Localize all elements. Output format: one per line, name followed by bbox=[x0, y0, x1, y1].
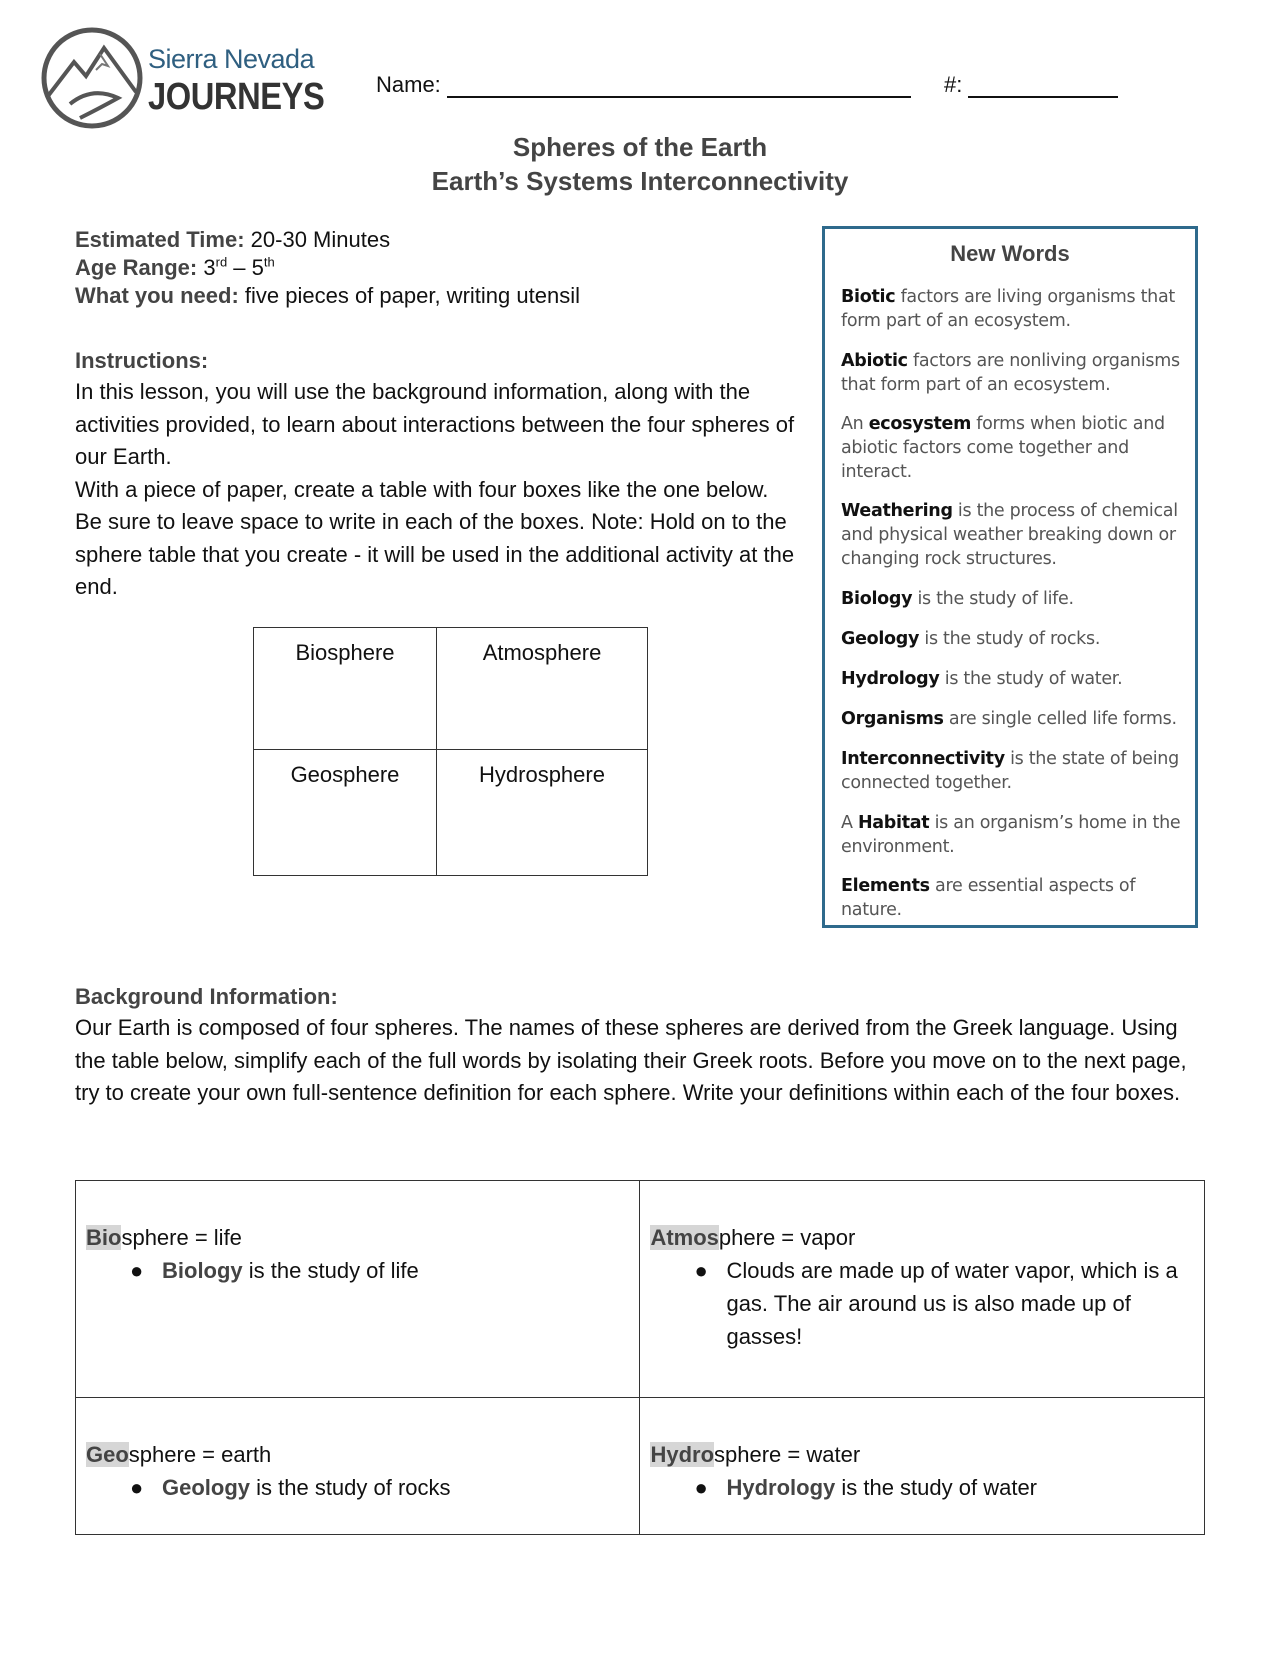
root-definition: phere = vapor bbox=[718, 1225, 856, 1250]
estimated-time-value: 20-30 Minutes bbox=[244, 227, 391, 252]
bullet-icon: ● bbox=[694, 1475, 708, 1500]
estimated-time-label: Estimated Time: bbox=[75, 227, 245, 252]
template-cell-hydrosphere: Hydrosphere bbox=[437, 750, 648, 876]
template-cell-geosphere: Geosphere bbox=[254, 750, 437, 876]
template-cell-atmosphere: Atmosphere bbox=[437, 628, 648, 750]
root-definition: sphere = life bbox=[121, 1225, 242, 1250]
roots-cell-hydrosphere bbox=[640, 1398, 1205, 1535]
sierra-nevada-journeys-logo bbox=[40, 26, 340, 131]
number-blank-line[interactable] bbox=[968, 74, 1118, 98]
number-field[interactable] bbox=[944, 72, 1118, 98]
bullet-icon: ● bbox=[130, 1475, 144, 1500]
new-word-weathering: Weathering is the process of chemical and physical weather breaking down or changing rock structures. bbox=[841, 501, 1178, 569]
root-heading-atmosphere bbox=[650, 1221, 1194, 1254]
greek-roots-table bbox=[75, 1180, 1205, 1535]
root-bullet bbox=[86, 1254, 629, 1287]
materials-label: What you need: bbox=[75, 283, 239, 308]
new-word-habitat: A Habitat is an organism’s home in the environment. bbox=[841, 813, 1181, 857]
name-blank-line[interactable] bbox=[447, 74, 911, 98]
background-section bbox=[75, 982, 1210, 1110]
background-label: Background Information: bbox=[75, 984, 338, 1009]
root-definition: sphere = water bbox=[714, 1442, 861, 1467]
new-word-geology: Geology is the study of rocks. bbox=[841, 629, 1101, 649]
estimated-time bbox=[75, 226, 795, 254]
instructions-paragraph-2: With a piece of paper, create a table with four boxes like the one below. Be sure to leave space to write in each of the boxes. Note: Hold on to the sphere table that you create - it will be used in the additional activity at the end. bbox=[75, 476, 795, 599]
materials-value: five pieces of paper, writing utensil bbox=[238, 283, 580, 308]
template-cell-biosphere: Biosphere bbox=[254, 628, 437, 750]
bullet-term: Hydrology bbox=[726, 1475, 836, 1500]
age-end: – 5 bbox=[227, 255, 264, 280]
new-word-organisms: Organisms are single celled life forms. bbox=[841, 709, 1177, 729]
roots-cell-atmosphere bbox=[640, 1181, 1205, 1398]
roots-cell-geosphere bbox=[76, 1398, 640, 1535]
root-bullet bbox=[650, 1471, 1194, 1504]
root-bullet bbox=[650, 1254, 1194, 1353]
new-word-interconnectivity: Interconnectivity is the state of being connected together. bbox=[841, 749, 1179, 793]
logo-text-journeys: JOURNEYS bbox=[148, 76, 325, 118]
bullet-text: is the study of life bbox=[242, 1258, 419, 1283]
root-highlight: Atmos bbox=[650, 1225, 719, 1250]
mountain-logo-icon bbox=[40, 26, 144, 130]
new-word-biotic: Biotic factors are living organisms that form part of an ecosystem. bbox=[841, 287, 1175, 331]
age-start-sup: rd bbox=[215, 254, 228, 270]
age-range bbox=[75, 254, 795, 282]
name-label: Name: bbox=[376, 72, 441, 97]
root-highlight: Bio bbox=[86, 1225, 122, 1250]
root-highlight: Geo bbox=[86, 1442, 129, 1467]
new-word-abiotic: Abiotic factors are nonliving organisms that form part of an ecosystem. bbox=[841, 351, 1180, 395]
page-subtitle: Earth’s Systems Interconnectivity bbox=[431, 166, 849, 196]
new-word-ecosystem: An ecosystem forms when biotic and abiotic factors come together and interact. bbox=[841, 414, 1165, 482]
logo-text-sierra-nevada: Sierra Nevada bbox=[148, 44, 315, 74]
roots-cell-biosphere bbox=[76, 1181, 640, 1398]
age-start: 3 bbox=[197, 255, 216, 280]
new-words-title: New Words bbox=[950, 241, 1070, 266]
materials bbox=[75, 282, 795, 310]
instructions-section bbox=[75, 346, 795, 604]
bullet-icon: ● bbox=[130, 1258, 144, 1283]
bullet-icon: ● bbox=[694, 1258, 708, 1283]
lesson-meta bbox=[75, 226, 795, 310]
new-word-hydrology: Hydrology is the study of water. bbox=[841, 669, 1123, 689]
age-range-label: Age Range: bbox=[75, 255, 198, 280]
bullet-term: Biology bbox=[162, 1258, 243, 1283]
instructions-paragraph-1: In this lesson, you will use the background information, along with the activities provided, to learn about interactions between the four spheres of our Earth. bbox=[75, 379, 795, 469]
number-label: #: bbox=[944, 72, 963, 97]
root-highlight: Hydro bbox=[650, 1442, 715, 1467]
root-heading-hydrosphere bbox=[650, 1438, 1194, 1471]
root-definition: sphere = earth bbox=[128, 1442, 272, 1467]
new-word-biology: Biology is the study of life. bbox=[841, 589, 1074, 609]
bullet-text: is the study of rocks bbox=[250, 1475, 451, 1500]
page-title: Spheres of the Earth bbox=[512, 132, 768, 162]
root-heading-geosphere bbox=[86, 1438, 629, 1471]
instructions-label: Instructions: bbox=[75, 348, 209, 373]
root-heading-biosphere bbox=[86, 1221, 629, 1254]
bullet-text: is the study of water bbox=[835, 1475, 1038, 1500]
new-words-box bbox=[822, 226, 1198, 928]
name-field[interactable] bbox=[376, 72, 911, 98]
new-word-elements: Elements are essential aspects of nature. bbox=[841, 876, 1136, 920]
bullet-text: Clouds are made up of water vapor, which is a gas. The air around us is also made up of gasses! bbox=[726, 1258, 1178, 1349]
bullet-term: Geology bbox=[162, 1475, 251, 1500]
background-paragraph: Our Earth is composed of four spheres. The names of these spheres are derived from the Greek language. Using the table below, simplify each of the full words by isolating their Greek roots. Before you move on to the next page, try to create your own full-sentence definition for each sphere. Write your definitions within each of the four boxes. bbox=[75, 1015, 1187, 1105]
sphere-template-table bbox=[253, 627, 648, 876]
root-bullet bbox=[86, 1471, 629, 1504]
age-end-sup: th bbox=[263, 254, 275, 270]
